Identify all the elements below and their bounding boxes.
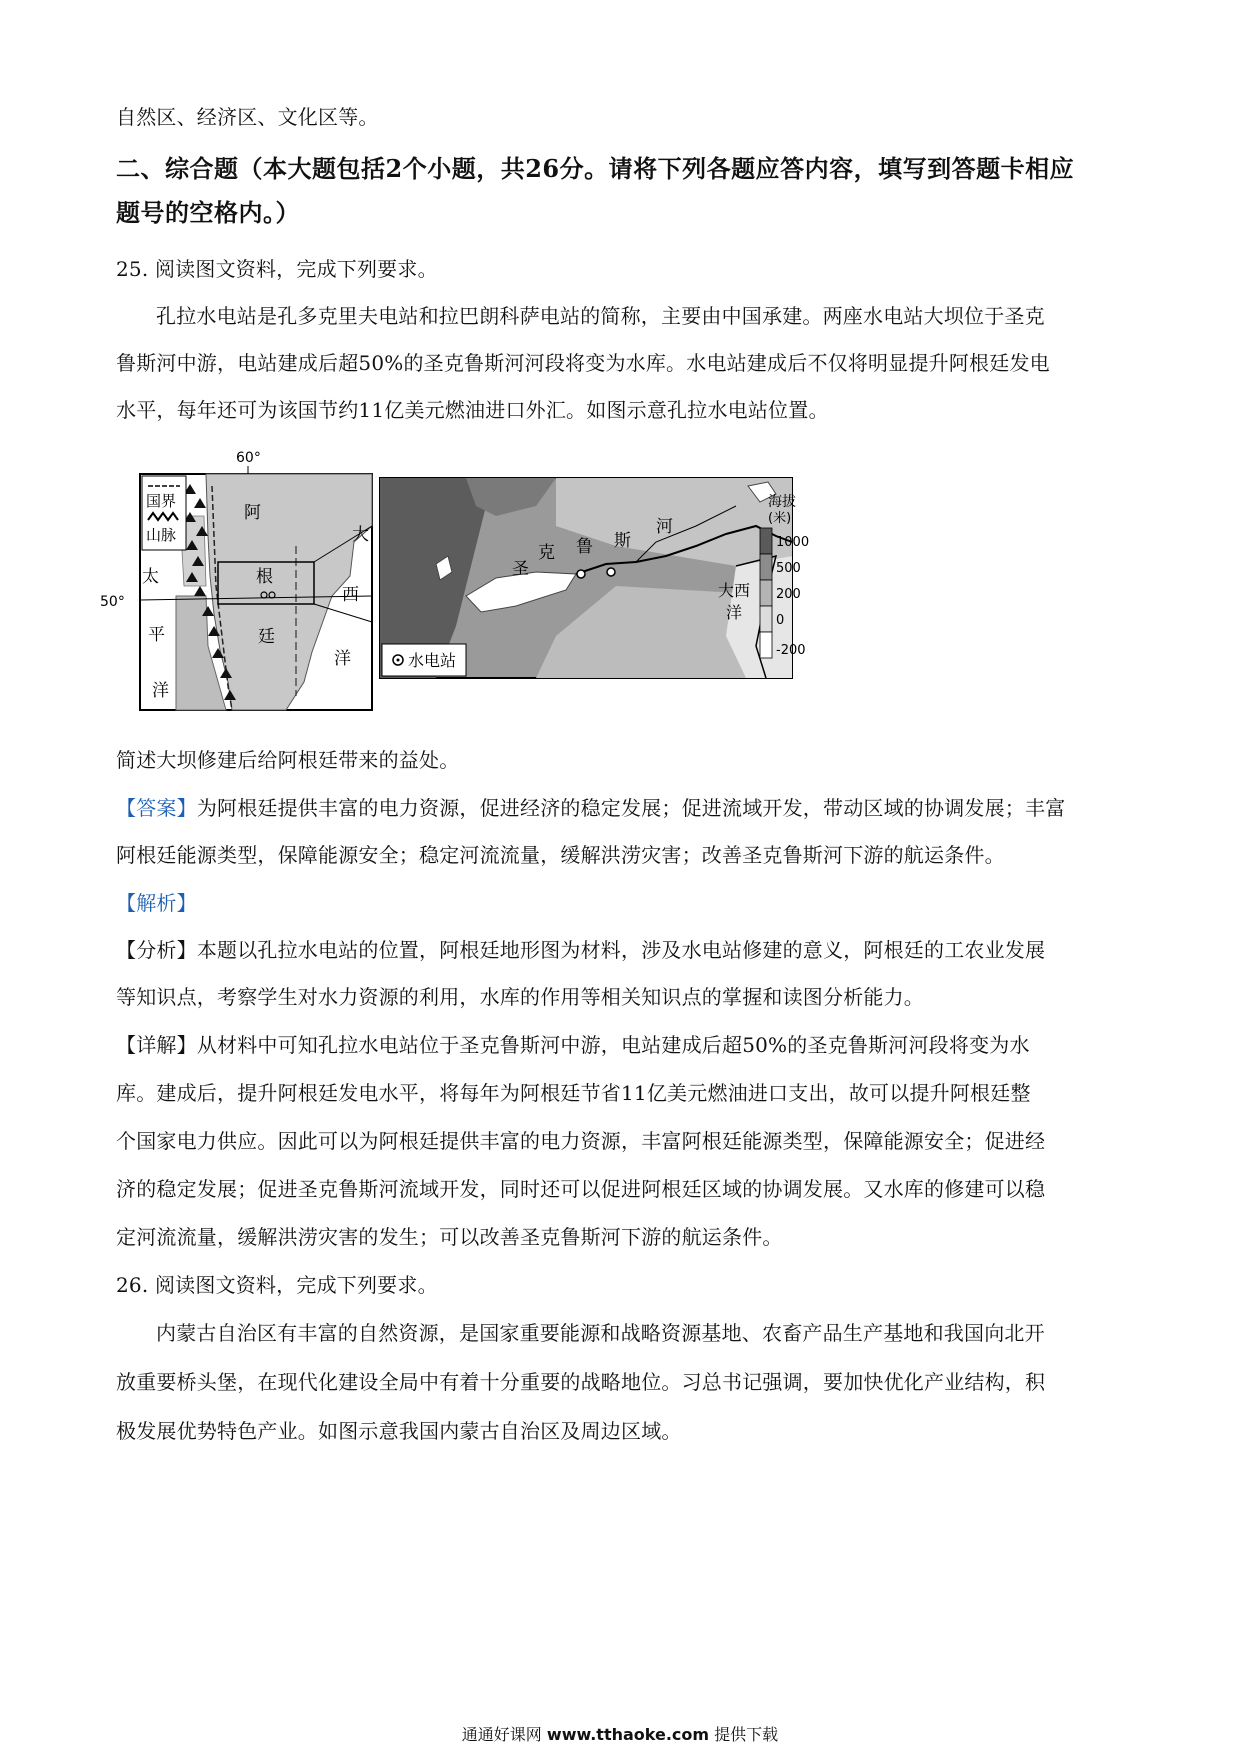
answer-line bbox=[116, 795, 1126, 821]
elevation-tick: -200 bbox=[776, 643, 806, 658]
page-footer bbox=[0, 1722, 1240, 1745]
material-paragraph: 极发展优势特色产业。如图示意我国内蒙古自治区及周边区域。 bbox=[116, 1419, 682, 1443]
country-label-char: 根 bbox=[256, 567, 273, 587]
atlantic-label-char: 大 bbox=[352, 525, 369, 545]
material-paragraph: 水平，每年还可为该国节约11亿美元燃油进口外汇。如图示意孔拉水电站位置。 bbox=[116, 398, 829, 422]
pacific-label-char: 平 bbox=[148, 625, 165, 645]
material-paragraph: 放重要桥头堡，在现代化建设全局中有着十分重要的战略地位。习总书记强调，要加快优化产业结构，积 bbox=[116, 1370, 1046, 1394]
station-legend-label: 水电站 bbox=[408, 651, 457, 670]
country-label-char: 廷 bbox=[258, 627, 275, 647]
parallel-label: 50° bbox=[100, 594, 125, 610]
material-paragraph: 内蒙古自治区有丰富的自然资源，是国家重要能源和战略资源基地、农畜产品生产基地和我国向北开 bbox=[156, 1321, 1045, 1345]
santa-cruz-detail-map bbox=[380, 478, 792, 678]
answer-tag: 【答案】 bbox=[116, 796, 197, 820]
footer-url[interactable]: www.tthaoke.com bbox=[546, 1725, 710, 1744]
elevation-tick: 1000 bbox=[776, 535, 810, 550]
elevation-title: 海拔 bbox=[768, 494, 796, 510]
elevation-tick: 500 bbox=[776, 561, 801, 576]
xiangjie-text: 个国家电力供应。因此可以为阿根廷提供丰富的电力资源，丰富阿根廷能源类型，保障能源安全；促进经 bbox=[116, 1129, 1046, 1153]
pacific-label-char: 洋 bbox=[152, 681, 169, 701]
answer-text: 为阿根廷提供丰富的电力资源，促进经济的稳定发展；促进流域开发，带动区域的协调发展；丰富 bbox=[196, 796, 1066, 820]
river-label-char: 克 bbox=[538, 543, 555, 563]
river-label-char: 河 bbox=[656, 517, 673, 537]
country-label-char: 阿 bbox=[244, 503, 261, 523]
elevation-tick: 200 bbox=[776, 587, 801, 602]
material-paragraph: 孔拉水电站是孔多克里夫电站和拉巴朗科萨电站的简称，主要由中国承建。两座水电站大坝位于圣克 bbox=[156, 304, 1045, 328]
atlantic-label-char: 西 bbox=[342, 585, 359, 605]
xiangjie-tag: 【详解】 bbox=[116, 1033, 197, 1057]
text-line: 自然区、经济区、文化区等。 bbox=[116, 105, 379, 129]
atlantic-label-char: 洋 bbox=[334, 649, 351, 669]
legend-mountain-label: 山脉 bbox=[146, 526, 177, 544]
elevation-band bbox=[760, 580, 772, 606]
xiangjie-line bbox=[116, 1032, 1126, 1058]
meridian-label: 60° bbox=[236, 450, 261, 466]
fenxi-tag: 【分析】 bbox=[116, 938, 197, 962]
footer-suffix: 提供下载 bbox=[714, 1725, 779, 1744]
footer-site: 通通好课网 bbox=[461, 1725, 542, 1744]
atlantic-inset-label: 洋 bbox=[726, 603, 743, 622]
material-paragraph: 鲁斯河中游，电站建成后超50%的圣克鲁斯河河段将变为水库。水电站建成后不仅将明显提升阿根廷发电 bbox=[116, 351, 1050, 375]
fenxi-text: 本题以孔拉水电站的位置，阿根廷地形图为材料，涉及水电站修建的意义，阿根廷的工农业发展 bbox=[196, 938, 1046, 962]
hydropower-station-icon bbox=[393, 655, 403, 665]
section-heading: 二、综合题（本大题包括2个小题，共26分。请将下列各题应答内容，填写到答题卡相应 bbox=[116, 154, 1075, 183]
answer-text: 阿根廷能源类型，保障能源安全；稳定河流流量，缓解洪涝灾害；改善圣克鲁斯河下游的航运条件。 bbox=[116, 843, 1005, 867]
atlantic-inset-label: 大西 bbox=[718, 581, 751, 600]
argentina-overview-map bbox=[100, 450, 372, 710]
fenxi-line bbox=[116, 937, 1126, 963]
elevation-unit: (米) bbox=[768, 511, 792, 526]
river-label-char: 圣 bbox=[512, 559, 529, 579]
section-heading-cont: 题号的空格内。） bbox=[116, 198, 300, 227]
question-25-title: 25. 阅读图文资料，完成下列要求。 bbox=[116, 257, 438, 281]
river-label-char: 斯 bbox=[614, 531, 631, 551]
hydropower-location-map bbox=[100, 446, 916, 716]
fenxi-text: 等知识点，考察学生对水力资源的利用，水库的作用等相关知识点的掌握和读图分析能力。 bbox=[116, 985, 924, 1009]
elevation-band bbox=[760, 606, 772, 632]
elevation-tick: 0 bbox=[776, 613, 785, 628]
elevation-band bbox=[760, 528, 772, 554]
elevation-band bbox=[760, 632, 772, 658]
question-prompt: 简述大坝修建后给阿根廷带来的益处。 bbox=[116, 748, 460, 772]
legend-border-label: 国界 bbox=[146, 492, 177, 510]
elevation-band bbox=[760, 554, 772, 580]
xiangjie-text: 库。建成后，提升阿根廷发电水平，将每年为阿根廷节省11亿美元燃油进口支出，故可以提升阿根廷整 bbox=[116, 1081, 1031, 1105]
question-26-title: 26. 阅读图文资料，完成下列要求。 bbox=[116, 1273, 438, 1297]
xiangjie-text: 济的稳定发展；促进圣克鲁斯河流域开发，同时还可以促进阿根廷区域的协调发展。又水库的修建可以稳 bbox=[116, 1177, 1046, 1201]
xiangjie-text: 从材料中可知孔拉水电站位于圣克鲁斯河中游，电站建成后超50%的圣克鲁斯河河段将变为水 bbox=[196, 1033, 1030, 1057]
analysis-tag: 【解析】 bbox=[116, 891, 197, 915]
xiangjie-text: 定河流流量，缓解洪涝灾害的发生；可以改善圣克鲁斯河下游的航运条件。 bbox=[116, 1225, 783, 1249]
river-label-char: 鲁 bbox=[576, 537, 593, 557]
pacific-label-char: 太 bbox=[142, 567, 159, 587]
